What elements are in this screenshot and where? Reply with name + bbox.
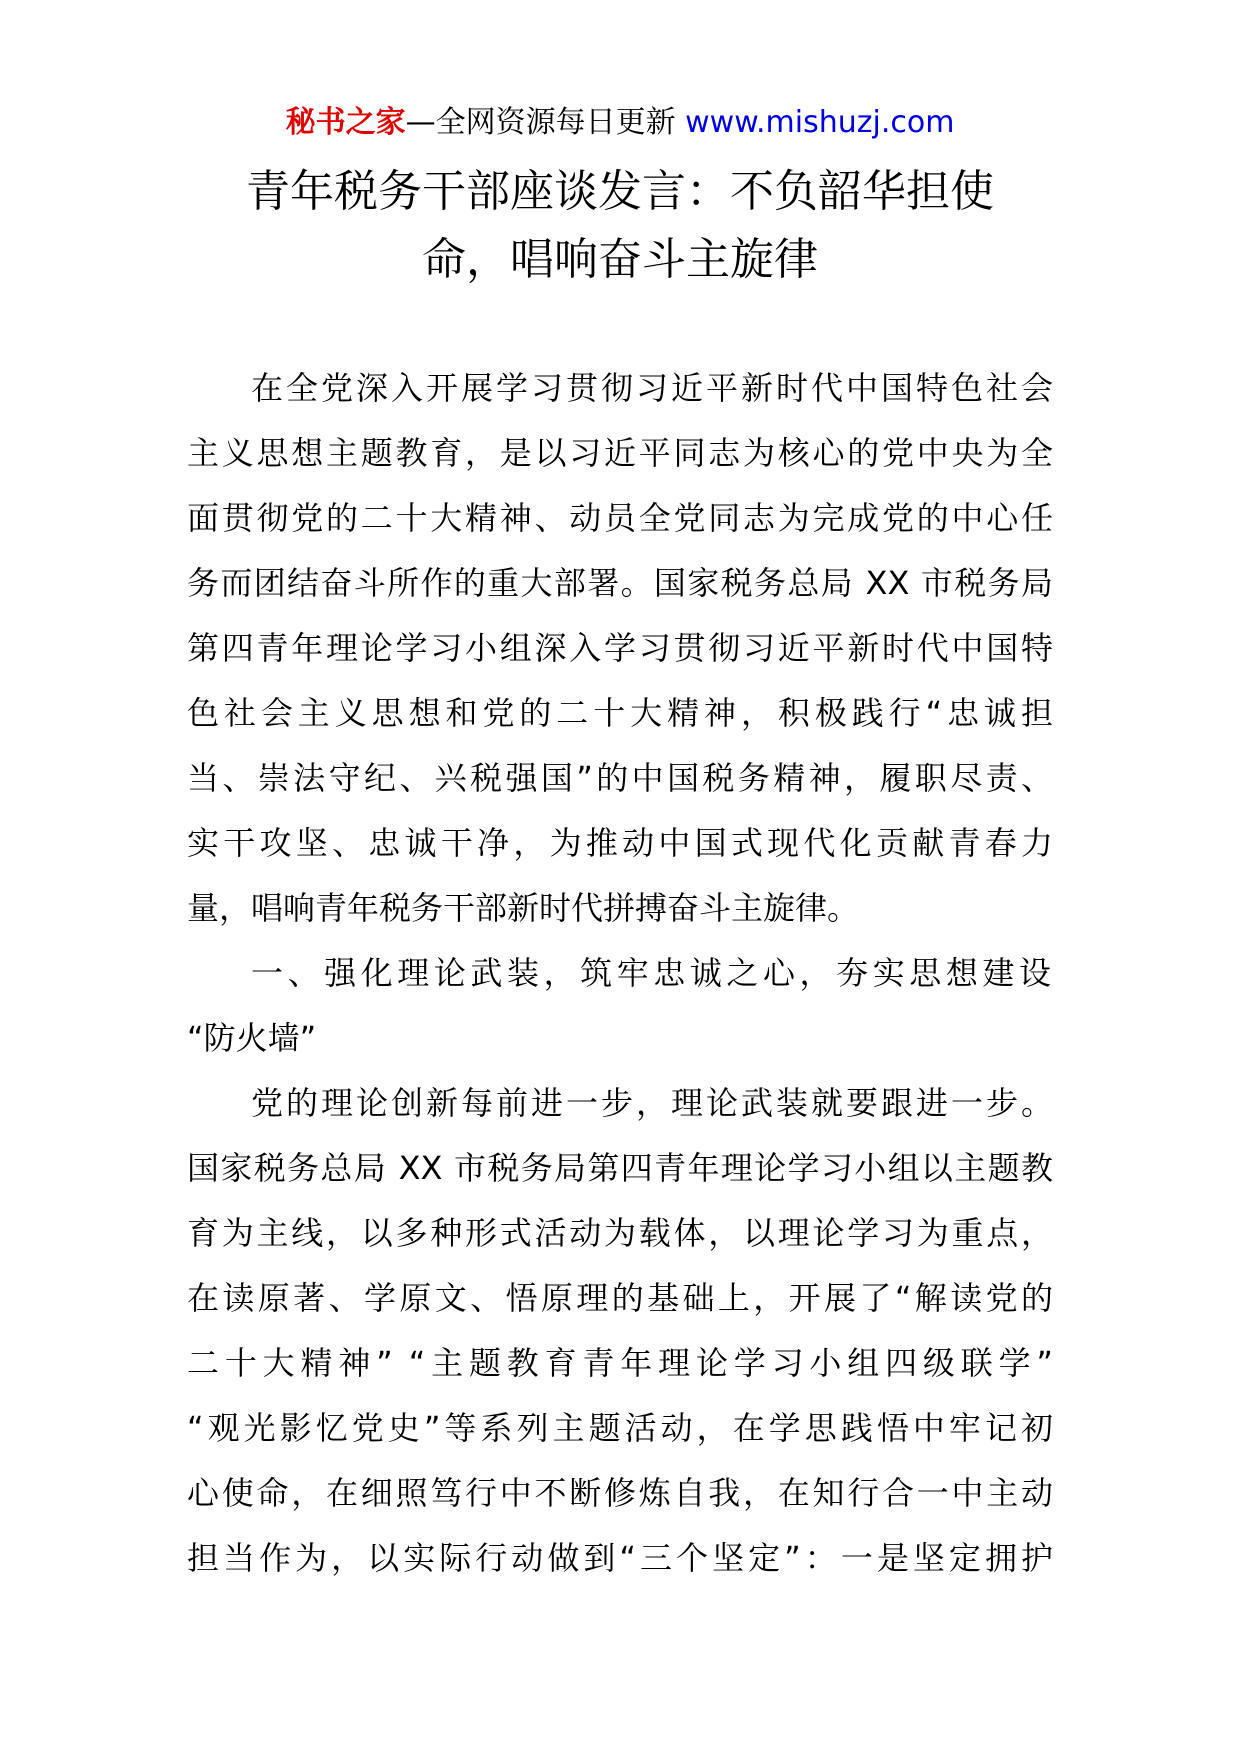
title-line-1: 青年税务干部座谈发言：不负韶华担使 [246, 166, 994, 217]
body-line: 主义思想主题教育，是以习近平同志为核心的党中央为全 [187, 434, 1053, 472]
body-line: “观光影忆党史”等系列主题活动，在学思践悟中牢记初 [187, 1409, 1053, 1447]
body-line: 二十大精神” “主题教育青年理论学习小组四级联学” [187, 1344, 1053, 1382]
body-line: 量，唱响青年税务干部新时代拼搏奋斗主旋律。 [187, 889, 860, 927]
body-line: 务而团结奋斗所作的重大部署。国家税务总局 XX 市税务局 [187, 564, 1053, 602]
body-line: 国家税务总局 XX 市税务局第四青年理论学习小组以主题教 [187, 1149, 1053, 1187]
body-line: 在读原著、学原文、悟原理的基础上，开展了“解读党的 [187, 1279, 1053, 1317]
document-body [187, 356, 1053, 1591]
body-line: 色社会主义思想和党的二十大精神，积极践行“忠诚担 [187, 694, 1053, 732]
title-line-2: 命，唱响奋斗主旋律 [422, 234, 818, 285]
site-banner [0, 101, 1240, 145]
section-heading: 一、强化理论武装，筑牢忠诚之心，夯实思想建设 [251, 954, 1053, 992]
brand-name: 秘书之家 [285, 105, 406, 140]
body-line: 实干攻坚、忠诚干净，为推动中国式现代化贡献青春力 [187, 824, 1053, 862]
body-line: 在全党深入开展学习贯彻习近平新时代中国特色社会 [251, 369, 1053, 407]
body-line: 育为主线，以多种形式活动为载体，以理论学习为重点， [187, 1214, 1053, 1252]
body-line: 面贯彻党的二十大精神、动员全党同志为完成党的中心任 [187, 499, 1053, 537]
body-line: 心使命，在细照笃行中不断修炼自我，在知行合一中主动 [187, 1474, 1053, 1512]
site-url-link[interactable]: www.mishuzj.com [685, 105, 955, 140]
body-line: 第四青年理论学习小组深入学习贯彻习近平新时代中国特 [187, 629, 1053, 667]
section-heading-continued: “防火墙” [187, 1019, 317, 1057]
document-title [200, 158, 1040, 294]
body-line: 担当作为，以实际行动做到“三个坚定”：一是坚定拥护 [187, 1539, 1053, 1577]
banner-slogan: —全网资源每日更新 [405, 105, 686, 140]
body-line: 党的理论创新每前进一步，理论武装就要跟进一步。 [251, 1084, 1053, 1122]
body-line: 当、崇法守纪、兴税强国”的中国税务精神，履职尽责、 [187, 759, 1053, 797]
